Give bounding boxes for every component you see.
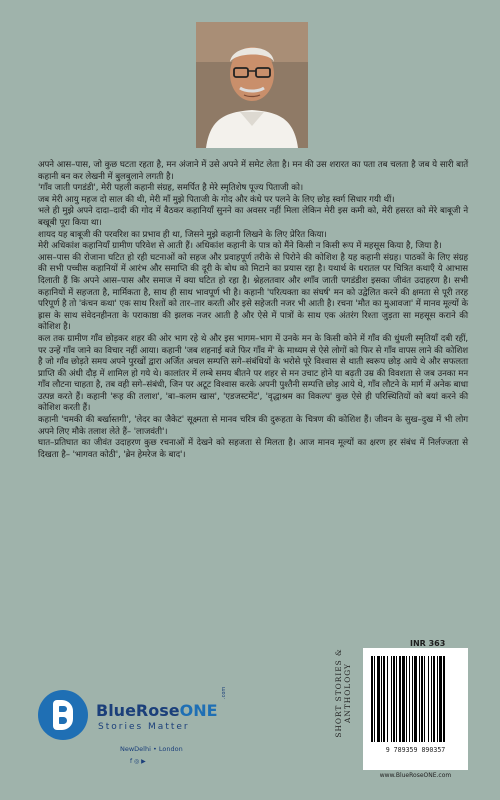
publisher-name-one: ONE: [179, 701, 218, 720]
barcode-icon: [363, 648, 468, 744]
paragraph: आस–पास की रोजाना घटित हो रही घटनाओं को सहज और प्रवाहपूर्ण तरीके से पिरोने की कोशिश है यह कहानी संग्रह। पाठकों के लिए संग्रह की सभी पच्चीस कहानियों में आरंभ और समाप्ति की दूरी के बोध को मिटाने का प्रयास रहा है। यथार्थ के धरातल पर चित्रित कथाएँ ये आभास दिलाती हैं कि अपने आस–पास और समाज में क्या घटित हो रहा है। श्नेहलतवार और श्गाँव जाती पगडंडीश इसका जीवंत उदाहरण है। सभी कहानियों में सहजता है, मार्मिकता है, साथ ही साथ भावपूर्ण भी है। कहानी 'परित्यक्ता का संघर्ष' मन को उद्वेलित करने की क्षमता से पूरी तरह परिपूर्ण है तो 'कंचन कथा' एक साथ रिश्तों को तार–तार करती और इसे सहेजती नजर भी आती है। रचना 'मौत का मुआवजा' में मानव मूल्यों के ह्रास के साथ संवेदनहीनता के पराकाष्ठा की झलक नजर आती है और ऐसे में पात्रों के साथ एक अंतरंग रिश्ता जुड़ता सा महसूस कराने की कोशिश है।: [38, 252, 468, 333]
publisher-name-blue: BlueRose: [96, 701, 180, 720]
publisher-name: [96, 701, 218, 720]
paragraph: अपने आस–पास, जो कुछ घटता रहता है, मन अंजाने में उसे अपने में समेट लेता है। मन की उस शरारत का पता तब चलता है जब ये सारी बातें कहानी बन कर लेखनी में बुलबुलाने लगती है।: [38, 160, 468, 182]
publisher-logo-icon: [38, 690, 88, 740]
paragraph: 'गाँव जाती पगडंडी', मेरी पहली कहानी संग्रह, समर्पित है मेरे स्मृतिशेष पूज्य पिताजी को।: [38, 183, 304, 194]
publisher-cities: NewDelhi • London: [120, 745, 183, 753]
author-photo: [196, 22, 308, 148]
social-icons: f ◎ ▶: [130, 758, 146, 765]
genre-label: SHORT STORIES & ANTHOLOGY: [334, 648, 352, 738]
blurb-text: [38, 160, 468, 461]
publisher-tagline: Stories Matter: [98, 722, 190, 732]
paragraph: भले ही मुझे अपने दादा–दादी की गोद में बैठकर कहानियाँ सुनने का अवसर नहीं मिला लेकिन मेरी इस कमी को, मेरी हसरत को मेरे बाबूजी ने बखूबी पूरा किया था।: [38, 206, 468, 228]
publisher-com: .com: [221, 686, 227, 699]
barcode: [363, 648, 468, 770]
paragraph: शायद यह बाबूजी की परवरिश का प्रभाव ही था, जिसने मुझे कहानी लिखने के लिए प्रेरित किया।: [38, 229, 327, 240]
publisher-website: www.BlueRoseONE.com: [379, 772, 452, 779]
price-label: INR 363: [410, 639, 446, 648]
paragraph: कल तक ग्रामीण गाँव छोड़कर शहर की ओर भाग रहे थे और इस भागम–भाग में उनके मन के किसी कोने में गाँव की धुंधली स्मृतियाँ दबी रहीं, पर उन्हें गाँव जाने का विचार नहीं आया। कहानी 'जब शहनाई बजे फिर गाँव में' के माध्यम से ऐसे लोगों को फिर से गाँव वापस लाने की कोशिश है जो गाँव छोड़ते समय अपने पुरखों द्वारा अर्जित अचल सम्पत्ति सगे–संबंधियों के भरोसे पूरे विश्वास से थाती स्वरूप छोड़ आये थे और सफलता प्राप्ति की अंधी दौड़ में शामिल हो गये थे। कालांतर में लम्बे समय बीतने पर शहर से मन उचाट होने या बढ़ती उम्र की विवशता से जब उनका मन गाँव लौटना चाहता है, तब वही सगे–संबंधी, जिन पर अटूट विश्वास करके अपनी पुश्तैनी सम्पत्ति छोड़ आये थे, गाँव लौटने के मार्ग में अनेक बाधा उत्पन्न करते हैं। कहानी 'रूह की तलाश', 'बा–कलम खास', 'एडजस्टमेंट', 'वृद्धाश्रम का विकल्प' कुछ ऐसे ही परिस्थितियों को बयां करने की कोशिश करती हैं।: [38, 333, 468, 414]
paragraph: घात–प्रतिघात का जीवंत उदाहरण कुछ रचनाओं में देखने को सहजता से मिलता है। आज मानव मूल्यों का क्षरण हर संबंध में निर्लज्जता से दिखता है– 'भागवत कोठी', 'ब्रेन हेमरेज के बाद'।: [38, 438, 468, 460]
paragraph: मेरी अधिकांश कहानियाँ ग्रामीण परिवेश से आती हैं। अधिकांश कहानी के पात्र को मैंने किसी न किसी रूप में महसूस किया है, जिया है।: [38, 241, 442, 252]
paragraph: जब मेरी आयु महज दो साल की थी, मेरी माँ मुझे पिताजी के गोद और कंधे पर पलने के लिए छोड़ स्वर्ग सिधार गयी थीं।: [38, 194, 395, 205]
author-portrait-icon: [196, 22, 308, 148]
isbn-number: 9 789359 890357: [385, 746, 446, 754]
paragraph: कहानी 'चमकी की बर्खास्तगी', 'लेदर का जैकेट' सूक्ष्मता से मानव चरित्र की दुरूहता के चित्रण की कोशिश हैं। जीवन के सुख–दुख में भी लोग अपने लिए मौके तलाश लेते हैं– 'लाजवंती'।: [38, 415, 468, 437]
